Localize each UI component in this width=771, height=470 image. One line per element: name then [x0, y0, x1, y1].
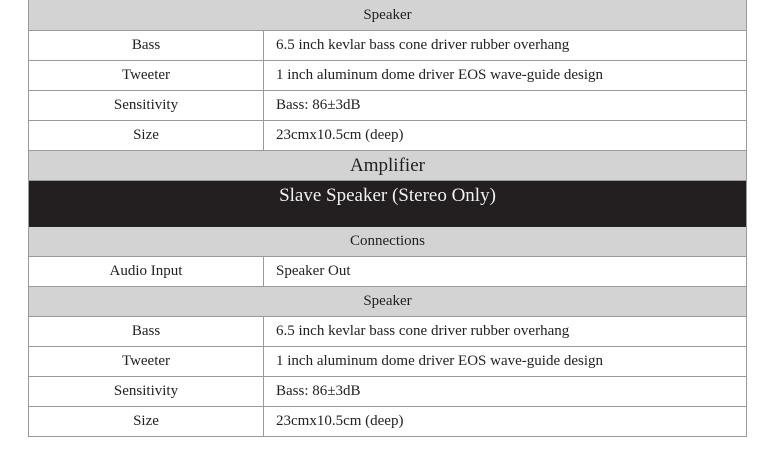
section-title: Connections: [350, 233, 425, 249]
row-value: 6.5 inch kevlar bass cone driver rubber overhang: [276, 37, 570, 53]
table-row: [29, 121, 746, 151]
row-label: Sensitivity: [29, 91, 264, 120]
table-row: [29, 31, 746, 61]
row-label: Tweeter: [29, 61, 264, 90]
row-label: Bass: [29, 31, 264, 60]
row-label: Bass: [29, 317, 264, 346]
table-row: [29, 257, 746, 287]
table-row: [29, 377, 746, 407]
spec-table: [28, 0, 747, 437]
row-value: Bass: 86±3dB: [276, 97, 361, 113]
row-value: 23cmx10.5cm (deep): [276, 413, 404, 429]
table-row: [29, 347, 746, 377]
section-title: Amplifier: [350, 154, 425, 176]
row-value: Speaker Out: [276, 263, 351, 279]
row-label: Size: [29, 121, 264, 150]
table-row: [29, 91, 746, 121]
table-row: [29, 61, 746, 91]
table-row: [29, 317, 746, 347]
section-header-amplifier: [29, 151, 746, 181]
row-value: 1 inch aluminum dome driver EOS wave-guide design: [276, 67, 604, 83]
row-value: 1 inch aluminum dome driver EOS wave-guide design: [276, 353, 604, 369]
section-title: Speaker: [363, 6, 412, 23]
banner-title: Slave Speaker (Stereo Only): [279, 185, 496, 206]
table-row: [29, 407, 746, 437]
section-header-speaker: [29, 0, 746, 31]
row-label: Audio Input: [29, 257, 264, 286]
section-header-connections: [29, 227, 746, 257]
row-value: Bass: 86±3dB: [276, 383, 361, 399]
row-label: Sensitivity: [29, 377, 264, 406]
section-header-speaker: [29, 287, 746, 317]
banner-slave-speaker: [29, 181, 746, 227]
row-label: Tweeter: [29, 347, 264, 376]
row-label: Size: [29, 407, 264, 436]
row-value: 6.5 inch kevlar bass cone driver rubber overhang: [276, 323, 570, 339]
row-value: 23cmx10.5cm (deep): [276, 127, 404, 143]
section-title: Speaker: [363, 293, 412, 309]
